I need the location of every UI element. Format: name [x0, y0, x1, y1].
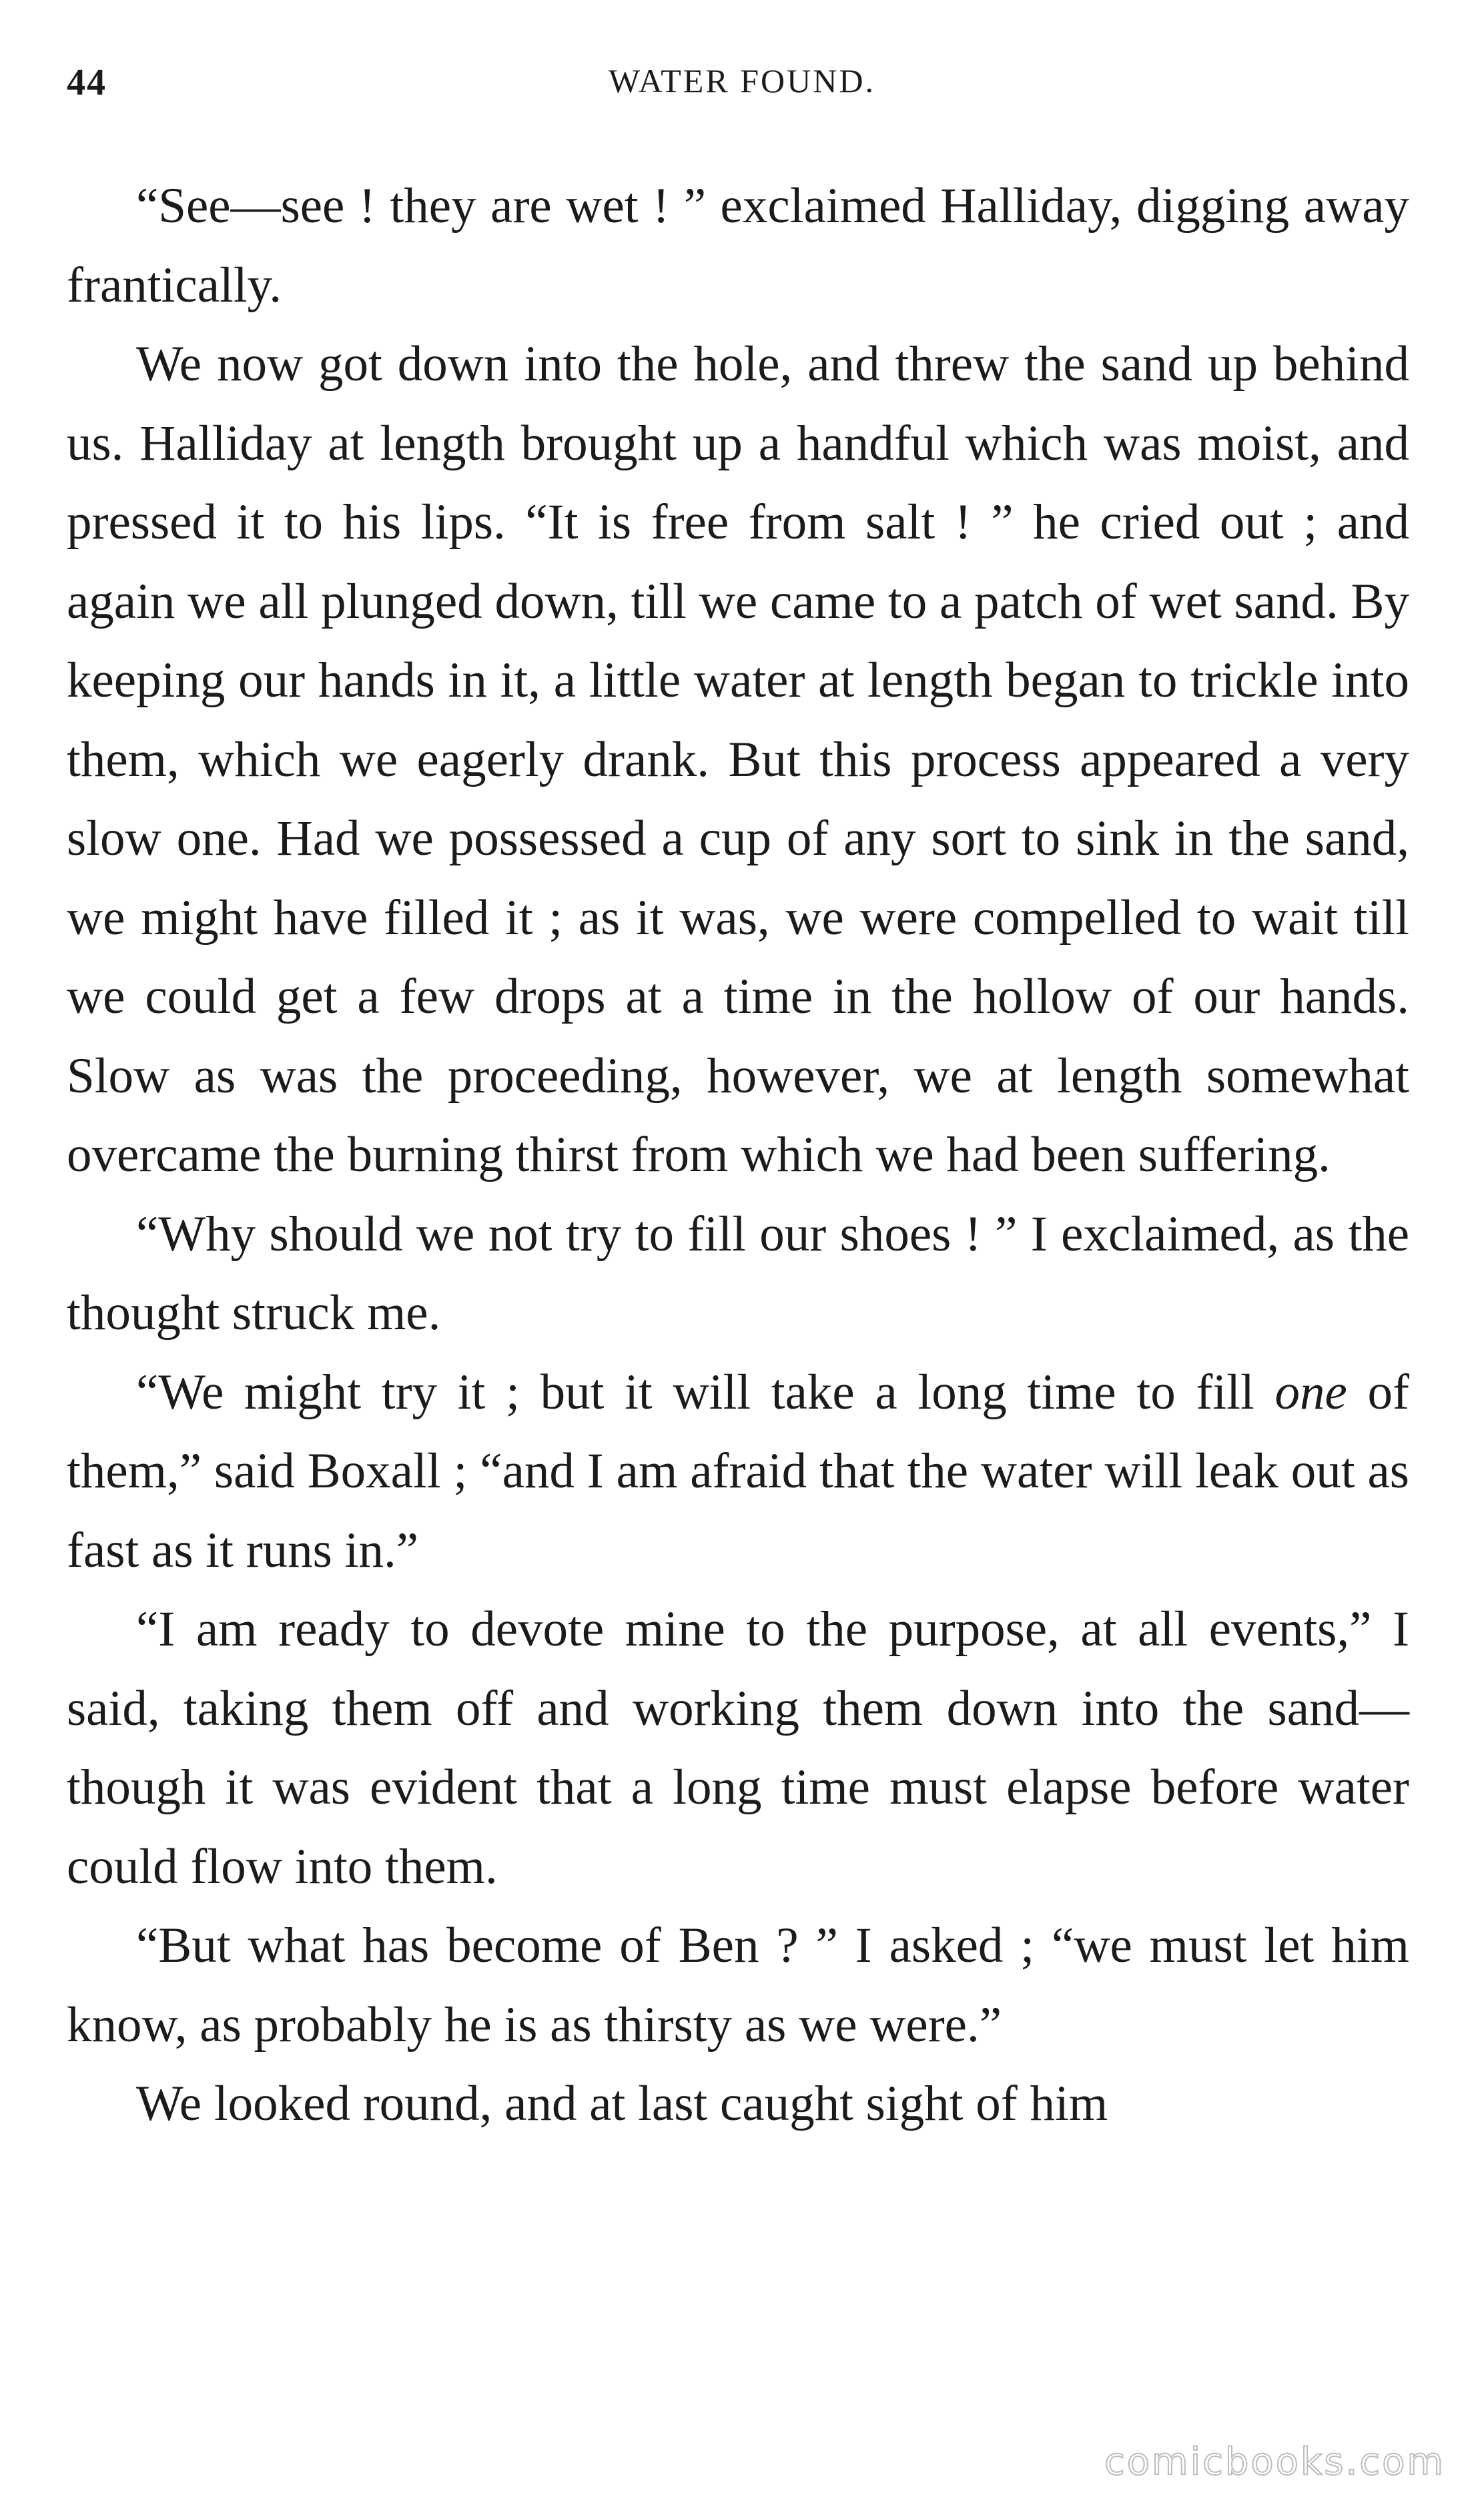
running-head — [67, 61, 1417, 115]
paragraph: We now got down into the hole, and threw the sand up behind us. Halliday at length brought up a handful which was moist, and pressed it to his lips. “It is free from salt ! ” he cried out ; and again we all plunged down, till we came to a patch of wet sand. By keeping our hands in it, a little water at length began to trickle into them, which we eagerly drank. But this process appeared a very slow one. Had we possessed a cup of any sort to sink in the sand, we might have filled it ; as it was, we were compelled to wait till we could get a few drops at a time in the hollow of our hands. Slow as was the proceeding, however, we at length somewhat overcame the burning thirst from which we had been suffering. — [67, 336, 1409, 1182]
paragraph: “I am ready to devote mine to the purpose, at all events,” I said, taking them off and working them down into the sand—though it was evident that a long time must elapse before water could flow into them. — [67, 1601, 1409, 1894]
paragraph — [67, 1353, 1409, 1591]
paragraph: “Why should we not try to fill our shoes ! ” I exclaimed, as the thought struck me. — [67, 1206, 1409, 1341]
chapter-title: WATER FOUND. — [609, 62, 875, 99]
paragraph: “See—see ! they are wet ! ” exclaimed Halliday, digging away frantically. — [67, 178, 1409, 313]
body-text — [67, 167, 1409, 2144]
emphasized-word: one — [1274, 1364, 1347, 1420]
paragraph: “But what has become of Ben ? ” I asked ; “we must let him know, as probably he is as thirsty as we were.” — [67, 1918, 1409, 2053]
page-number: 44 — [67, 62, 107, 103]
watermark: comicbooks.com — [1104, 2440, 1445, 2484]
paragraph-text: “We might try it ; but it will take a long time to fill — [136, 1364, 1275, 1420]
paragraph: We looked round, and at last caught sight of him — [136, 2076, 1108, 2131]
paragraph-text: of them,” said Boxall ; “and I am afraid that the water will leak out as fast as it runs in.” — [67, 1364, 1409, 1578]
